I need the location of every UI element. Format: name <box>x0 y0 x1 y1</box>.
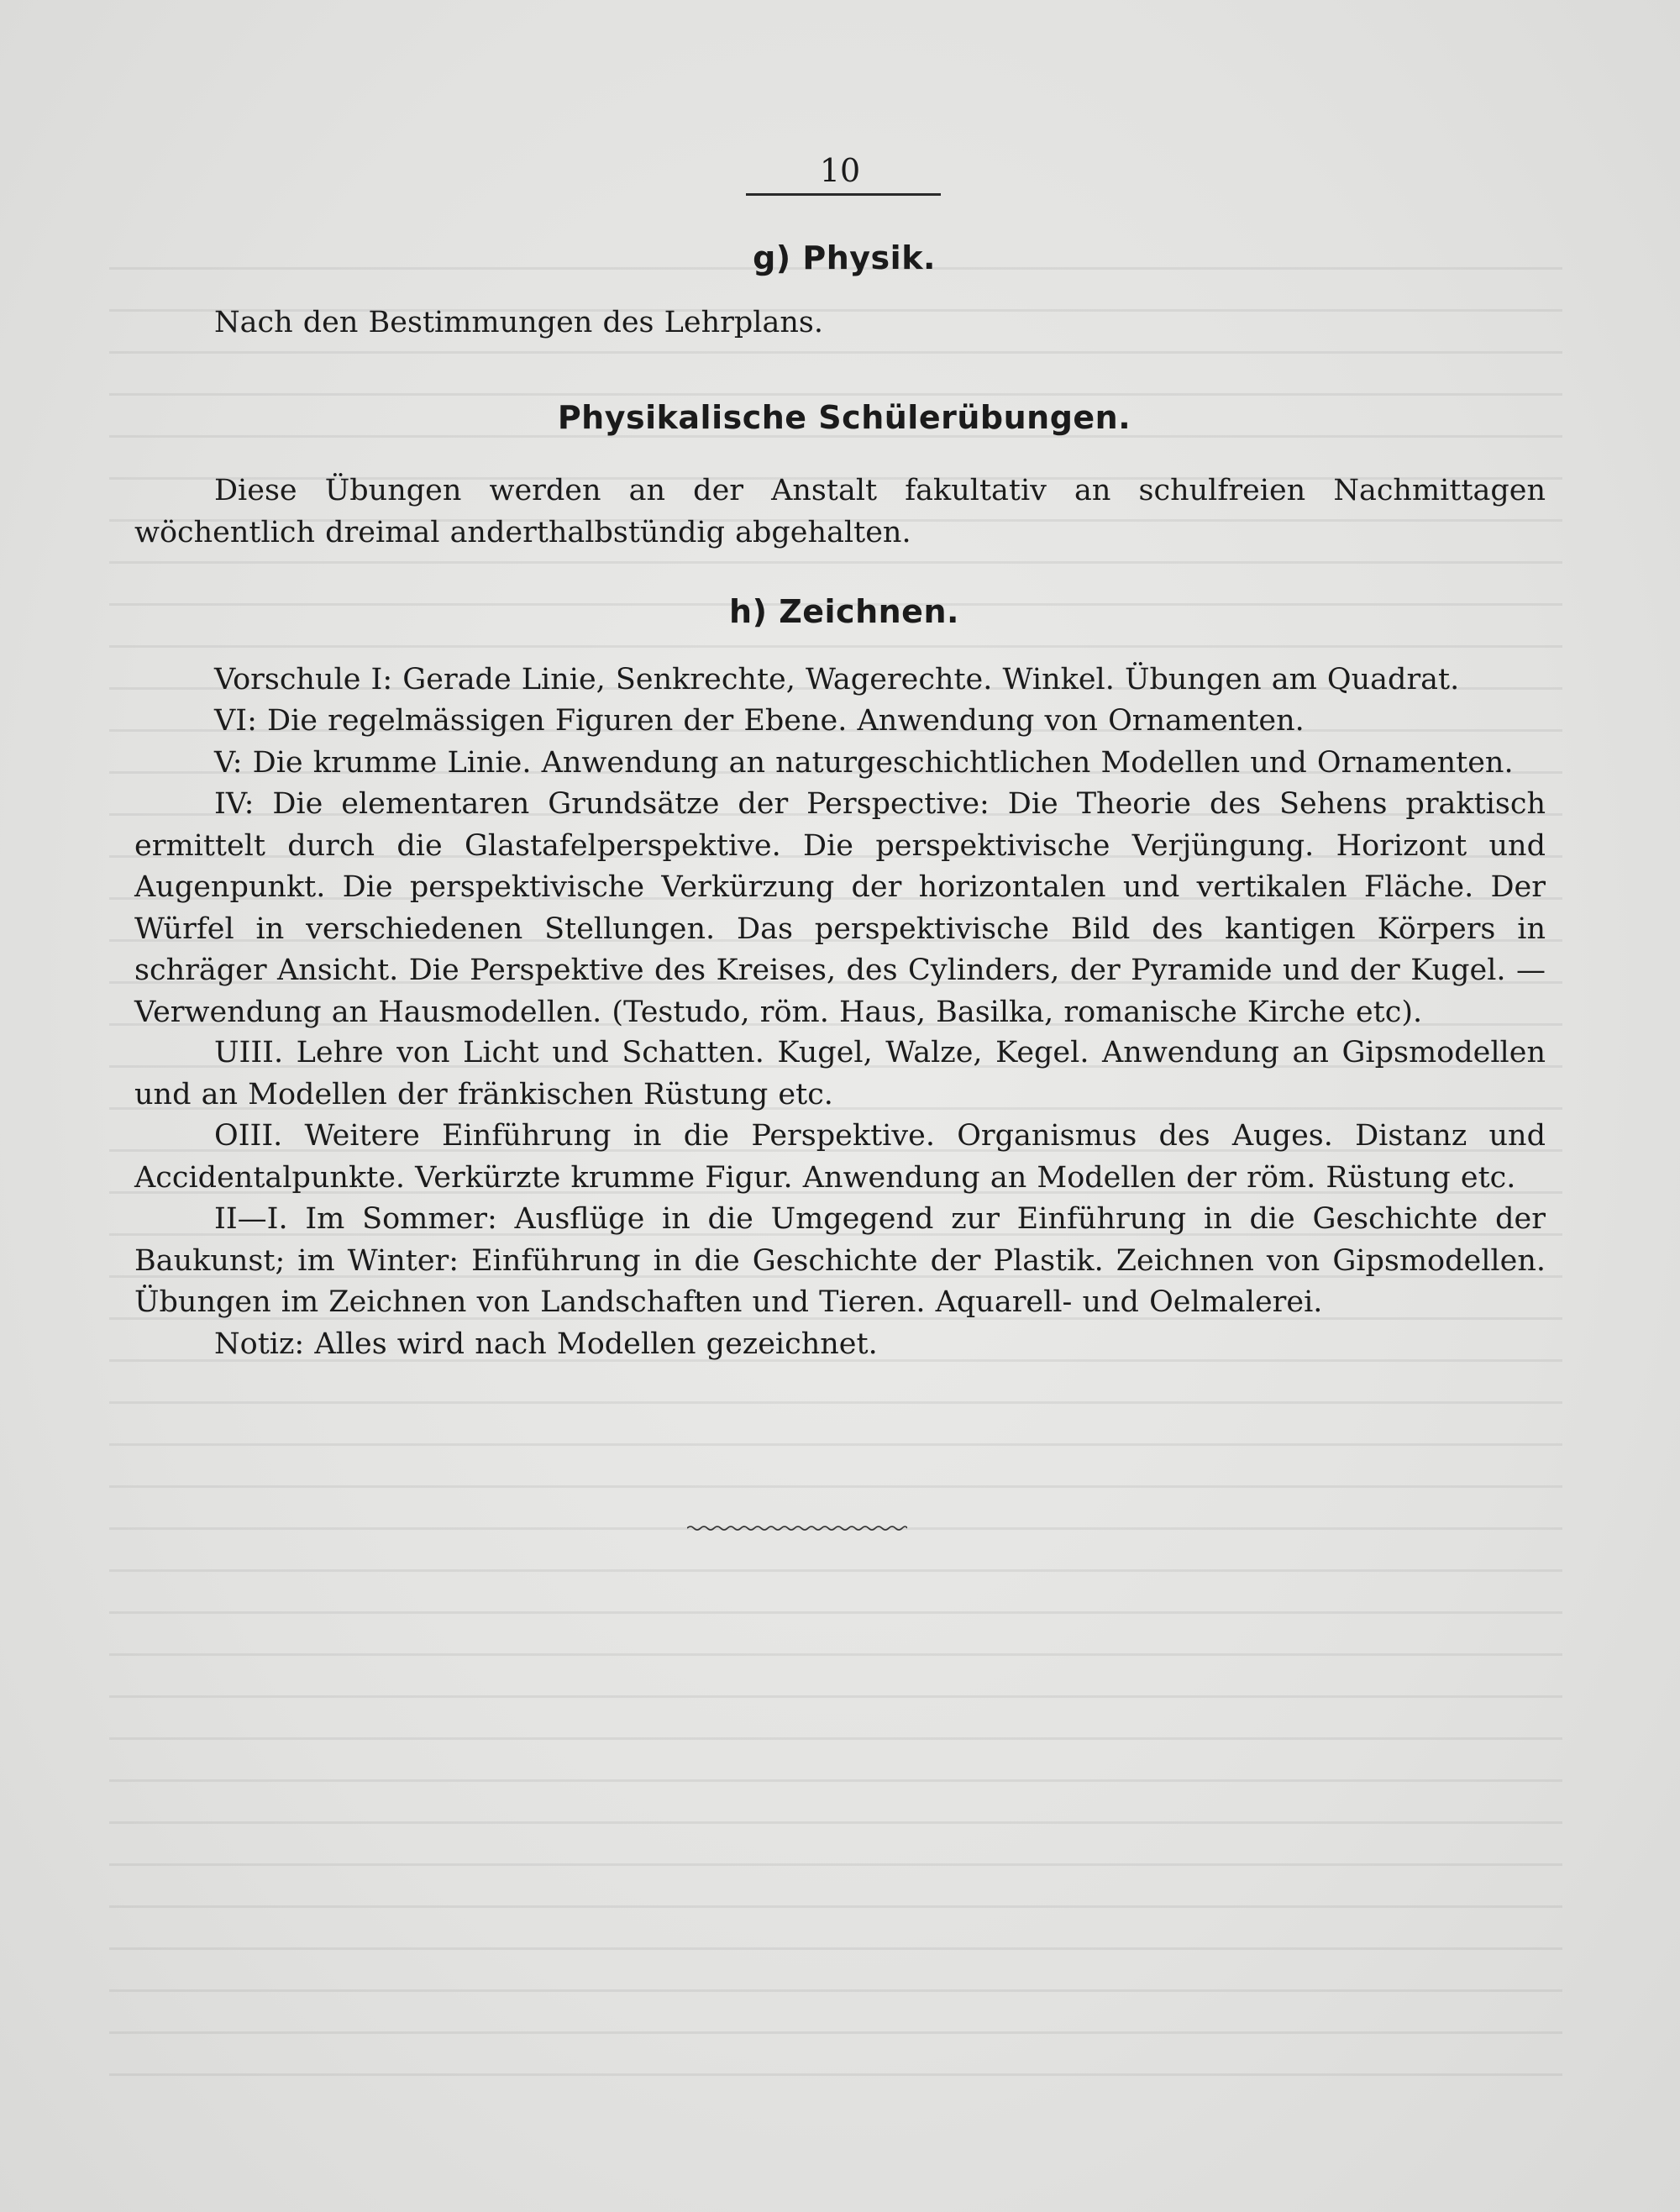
section-heading-physik: g) Physik. <box>753 239 936 276</box>
page-number: 10 <box>819 152 861 189</box>
zeichnen-vorschule: Vorschule I: Gerade Linie, Senkrechte, Wagerechte. Winkel. Übungen am Quadrat. <box>214 663 1460 696</box>
zeichnen-vi: VI: Die regelmässigen Figuren der Ebene. Anwendung von Ornamenten. <box>214 704 1305 738</box>
zeichnen-notiz: Notiz: Alles wird nach Modellen gezeichnet. <box>214 1327 878 1361</box>
zeichnen-v: V: Die krumme Linie. Anwendung an naturgeschichtlichen Modellen und Ornamenten. <box>214 746 1514 780</box>
physik-note: Nach den Bestimmungen des Lehrplans. <box>214 306 823 339</box>
section-heading-schueleruebungen: Physikalische Schülerübungen. <box>557 399 1131 436</box>
header-rule <box>746 193 941 196</box>
zeichnen-ii-i: II—I. Im Sommer: Ausflüge in die Umgegend zur Einführung in die Geschichte der Baukunst; im Winter: Einführung in die Geschichte der Plastik. Zeichnen von Gipsmodellen. Übungen im Zeichnen von Landschaften und Tieren. Aquarell- und Oelmalerei. <box>134 1202 1546 1319</box>
schueleruebungen-text: Diese Übungen werden an der Anstalt fakultativ an schulfreien Nachmittagen wöchentlich dreimal anderthalbstündig abgehalten. <box>134 474 1546 549</box>
section-heading-zeichnen: h) Zeichnen. <box>729 593 959 630</box>
zeichnen-uiii: UIII. Lehre von Licht und Schatten. Kugel, Walze, Kegel. Anwendung an Gipsmodellen und an Modellen der fränkischen Rüstung etc. <box>134 1036 1546 1111</box>
section-end-divider <box>687 1525 907 1532</box>
zeichnen-oiii: OIII. Weitere Einführung in die Perspektive. Organismus des Auges. Distanz und Accidentalpunkte. Verkürzte krumme Figur. Anwendung an Modellen der röm. Rüstung etc. <box>134 1119 1546 1195</box>
zeichnen-iv: IV: Die elementaren Grundsätze der Perspective: Die Theorie des Sehens praktisch ermittelt durch die Glastafelperspektive. Die perspektivische Verjüngung. Horizont und Augenpunkt. Die perspektivische Verkürzung der horizontalen und vertikalen Fläche. Der Würfel in verschiedenen Stellungen. Das perspektivische Bild des kantigen Körpers in schräger Ansicht. Die Perspektive des Kreises, des Cylinders, der Pyramide und der Kugel. — Verwendung an Hausmodellen. (Testudo, röm. Haus, Basilka, romanische Kirche etc). <box>134 787 1546 1029</box>
